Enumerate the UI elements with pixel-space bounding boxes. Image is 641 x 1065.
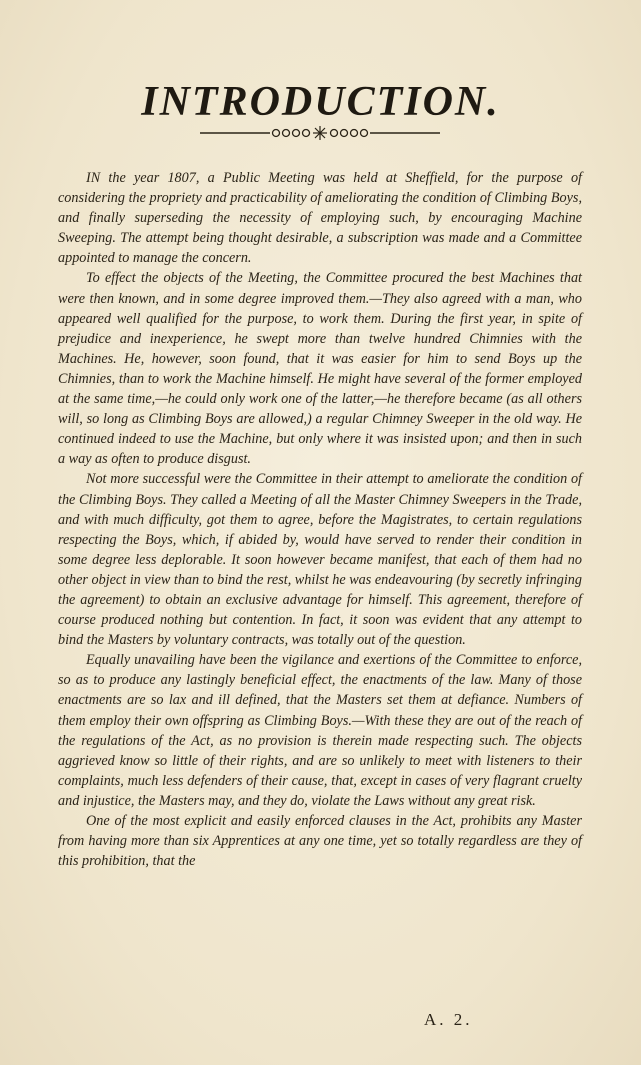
paragraph: One of the most explicit and easily enforced clauses in the Act, prohibits any Master from having more than six Apprentices at any one time, yet so totally regardless are they of this prohibition, that the xyxy=(58,813,582,870)
ornamental-rule xyxy=(200,124,440,142)
signature-mark: A. 2. xyxy=(424,1010,473,1029)
page-title: INTRODUCTION. xyxy=(141,79,500,125)
paragraph: Equally unavailing have been the vigilance and exertions of the Committee to enforce, so as to produce any lastingly beneficial effect, the enactments of the law. Many of those enactments are so lax and ill defined, that the Masters set them at defiance. Numbers of them employ their own offspring as Climbing Boys.—With these they are out of the reach of the regulations of the Act, as no provision is therein made respecting such. The objects aggrieved know so little of their rights, and are so unlikely to meet with listeners to their complaints, much less defenders of their cause, that, except in cases of very flagrant cruelty and injustice, the Masters may, and they do, violate the Laws without any great risk. xyxy=(58,652,582,809)
paragraph: To effect the objects of the Meeting, the Committee procured the best Machines that were then known, and in some degree improved them.—They also agreed with a man, who appeared well qualified for the purpose, to work them. During the first year, in spite of prejudice and inexperience, he swept more than twelve hundred Chimnies with the Machines. He, however, soon found, that it was easier for him to send Boys up the Chimnies, than to work the Machine himself. He might have several of the former employed at the same time,—he could only work one of the latter,—he therefore became (as all others will, so long as Climbing Boys are allowed,) a regular Chimney Sweeper in the old way. He continued indeed to use the Machine, but only where it was insisted upon; and then in such a way as often to produce disgust. xyxy=(58,270,582,468)
paragraph: Not more successful were the Committee in their attempt to ameliorate the condition of the Climbing Boys. They called a Meeting of all the Master Chimney Sweepers in the Trade, and with much difficulty, got them to agree, before the Magistrates, to certain regulations respecting the Boys, which, if abided by, would have served to render their condition in some degree less deplorable. It soon however became manifest, that each of them had no other object in view than to bind the rest, whilst he was endeavouring (by secretly infringing the agreement) to obtain an exclusive advantage for himself. This agreement, therefore of course produced nothing but contention. In fact, it soon was evident that any attempt to bind the Masters by voluntary contracts, was totally out of the question. xyxy=(58,471,582,649)
paragraph: IN the year 1807, a Public Meeting was held at Sheffield, for the purpose of considering the propriety and practicability of ameliorating the condition of Climbing Boys, and finally superseding the necessity of employing such, by encouraging Machine Sweeping. The attempt being thought desirable, a subscription was made and a Committee appointed to manage the concern. xyxy=(58,170,582,267)
body-text xyxy=(58,168,582,871)
